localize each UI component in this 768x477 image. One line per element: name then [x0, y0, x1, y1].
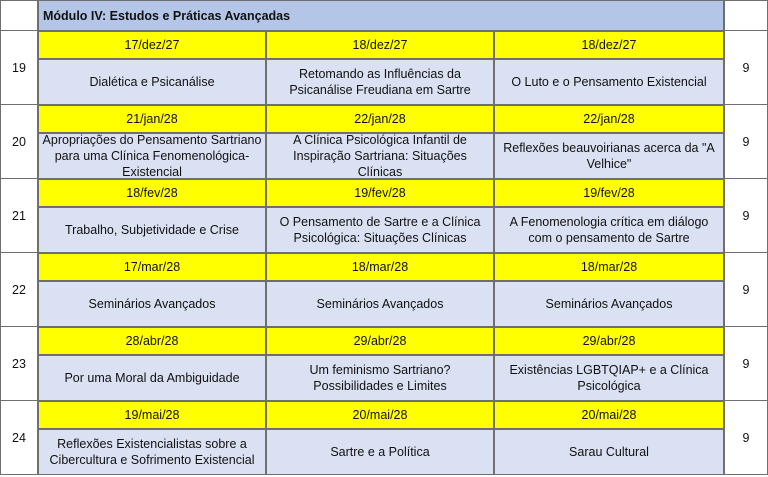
session-number[interactable]: 22	[0, 253, 38, 327]
session-number[interactable]: 20	[0, 105, 38, 179]
session-number[interactable]: 19	[0, 31, 38, 105]
session-topic[interactable]: Existências LGBTQIAP+ e a Clínica Psicológica	[494, 355, 724, 401]
session-date[interactable]: 19/mai/28	[38, 401, 266, 429]
session-date[interactable]: 21/jan/28	[38, 105, 266, 133]
module-title[interactable]: Módulo IV: Estudos e Práticas Avançadas	[38, 0, 724, 31]
session-topic[interactable]: Seminários Avançados	[494, 281, 724, 327]
session-date[interactable]: 18/dez/27	[266, 31, 494, 59]
session-date[interactable]: 18/mar/28	[266, 253, 494, 281]
session-date[interactable]: 22/jan/28	[266, 105, 494, 133]
session-topic[interactable]: Seminários Avançados	[38, 281, 266, 327]
session-topic[interactable]: Um feminismo Sartriano? Possibilidades e Limites	[266, 355, 494, 401]
session-date[interactable]: 18/dez/27	[494, 31, 724, 59]
workload-hours[interactable]: 9	[724, 105, 768, 179]
session-topic[interactable]: O Luto e o Pensamento Existencial	[494, 59, 724, 105]
workload-hours[interactable]: 9	[724, 179, 768, 253]
session-topic[interactable]: Reflexões beauvoirianas acerca da "A Velhice"	[494, 133, 724, 179]
session-number[interactable]: 21	[0, 179, 38, 253]
session-topic[interactable]: Apropriações do Pensamento Sartriano para uma Clínica Fenomenológica-Existencial	[38, 133, 266, 179]
session-date[interactable]: 19/fev/28	[494, 179, 724, 207]
session-date[interactable]: 20/mai/28	[266, 401, 494, 429]
session-topic[interactable]: Sarau Cultural	[494, 429, 724, 475]
session-date[interactable]: 18/mar/28	[494, 253, 724, 281]
session-topic[interactable]: Reflexões Existencialistas sobre a Cibercultura e Sofrimento Existencial	[38, 429, 266, 475]
workload-hours[interactable]: 9	[724, 253, 768, 327]
workload-hours[interactable]: 9	[724, 31, 768, 105]
session-topic[interactable]: Trabalho, Subjetividade e Crise	[38, 207, 266, 253]
session-date[interactable]: 22/jan/28	[494, 105, 724, 133]
session-number[interactable]: 23	[0, 327, 38, 401]
session-date[interactable]: 17/mar/28	[38, 253, 266, 281]
session-date[interactable]: 29/abr/28	[494, 327, 724, 355]
session-date[interactable]: 19/fev/28	[266, 179, 494, 207]
session-date[interactable]: 29/abr/28	[266, 327, 494, 355]
session-topic[interactable]: Por uma Moral da Ambiguidade	[38, 355, 266, 401]
session-date[interactable]: 18/fev/28	[38, 179, 266, 207]
workload-hours[interactable]: 9	[724, 401, 768, 475]
session-number[interactable]: 24	[0, 401, 38, 475]
session-date[interactable]: 28/abr/28	[38, 327, 266, 355]
session-topic[interactable]: A Clínica Psicológica Infantil de Inspiração Sartriana: Situações Clínicas	[266, 133, 494, 179]
header-corner-cell[interactable]	[0, 0, 38, 31]
workload-hours[interactable]: 9	[724, 327, 768, 401]
session-topic[interactable]: Retomando as Influências da Psicanálise Freudiana em Sartre	[266, 59, 494, 105]
session-date[interactable]: 17/dez/27	[38, 31, 266, 59]
session-date[interactable]: 20/mai/28	[494, 401, 724, 429]
session-topic[interactable]: Sartre e a Política	[266, 429, 494, 475]
session-topic[interactable]: O Pensamento de Sartre e a Clínica Psicológica: Situações Clínicas	[266, 207, 494, 253]
header-hours-cell[interactable]	[724, 0, 768, 31]
session-topic[interactable]: Dialética e Psicanálise	[38, 59, 266, 105]
session-topic[interactable]: A Fenomenologia crítica em diálogo com o pensamento de Sartre	[494, 207, 724, 253]
session-topic[interactable]: Seminários Avançados	[266, 281, 494, 327]
